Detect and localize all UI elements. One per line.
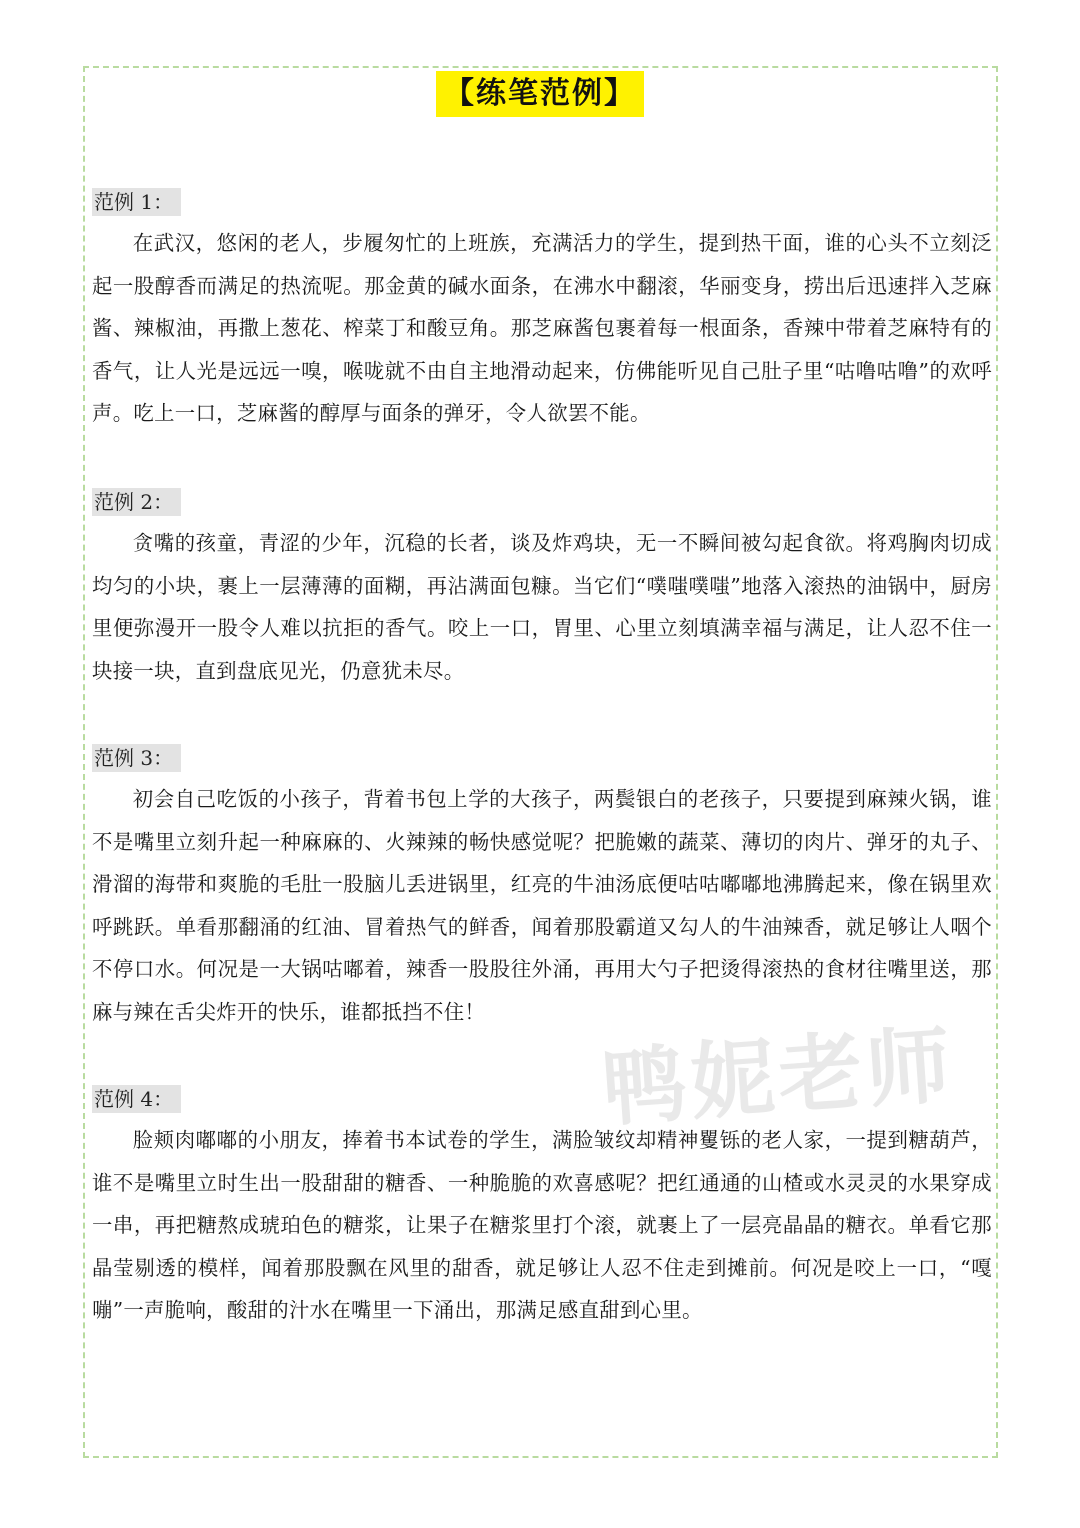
example-label: 范例 4： [92, 1085, 181, 1113]
example-paragraph: 初会自己吃饭的小孩子，背着书包上学的大孩子，两鬓银白的老孩子，只要提到麻辣火锅，谁不是嘴里立刻升起一种麻麻的、火辣辣的畅快感觉呢？把脆嫩的蔬菜、薄切的肉片、弹牙的丸子、滑溜的海带和爽脆的毛肚一股脑儿丢进锅里，红亮的牛油汤底便咕咕嘟嘟地沸腾起来，像在锅里欢呼跳跃。单看那翻涌的红油、冒着热气的鲜香，闻着那股霸道又勾人的牛油辣香，就足够让人咽个不停口水。何况是一大锅咕嘟着，辣香一股股往外涌，再用大勺子把烫得滚热的食材往嘴里送，那麻与辣在舌尖炸开的快乐，谁都抵挡不住！ [92, 787, 992, 1024]
example-label: 范例 3： [92, 744, 181, 772]
example-paragraph: 贪嘴的孩童，青涩的少年，沉稳的长者，谈及炸鸡块，无一不瞬间被勾起食欲。将鸡胸肉切成均匀的小块，裹上一层薄薄的面糊，再沾满面包糠。当它们“噗嗤噗嗤”地落入滚热的油锅中，厨房里便弥漫开一股令人难以抗拒的香气。咬上一口，胃里、心里立刻填满幸福与满足，让人忍不住一块接一块，直到盘底见光，仍意犹未尽。 [92, 531, 992, 683]
example-section-4 [92, 1085, 992, 1332]
example-label: 范例 1： [92, 188, 181, 216]
example-label: 范例 2： [92, 488, 181, 516]
example-section-3 [92, 744, 992, 1033]
title-container [0, 71, 1080, 117]
example-section-1 [92, 188, 992, 435]
example-section-2 [92, 488, 992, 692]
example-paragraph: 脸颊肉嘟嘟的小朋友，捧着书本试卷的学生，满脸皱纹却精神矍铄的老人家，一提到糖葫芦，谁不是嘴里立时生出一股甜甜的糖香、一种脆脆的欢喜感呢？把红通通的山楂或水灵灵的水果穿成一串，再把糖熬成琥珀色的糖浆，让果子在糖浆里打个滚，就裹上了一层亮晶晶的糖衣。单看它那晶莹剔透的模样，闻着那股飘在风里的甜香，就足够让人忍不住走到摊前。何况是咬上一口，“嘎嘣”一声脆响，酸甜的汁水在嘴里一下涌出，那满足感直甜到心里。 [92, 1128, 992, 1322]
example-paragraph: 在武汉，悠闲的老人，步履匆忙的上班族，充满活力的学生，提到热干面，谁的心头不立刻泛起一股醇香而满足的热流呢。那金黄的碱水面条，在沸水中翻滚，华丽变身，捞出后迅速拌入芝麻酱、辣椒油，再撒上葱花、榨菜丁和酸豆角。那芝麻酱包裹着每一根面条，香辣中带着芝麻特有的香气，让人光是远远一嗅，喉咙就不由自主地滑动起来，仿佛能听见自己肚子里“咕噜咕噜”的欢呼声。吃上一口，芝麻酱的醇厚与面条的弹牙，令人欲罢不能。 [92, 231, 992, 425]
page-title: 【练笔范例】 [436, 71, 644, 117]
watermark: 鸭妮老师 [599, 1014, 958, 1139]
